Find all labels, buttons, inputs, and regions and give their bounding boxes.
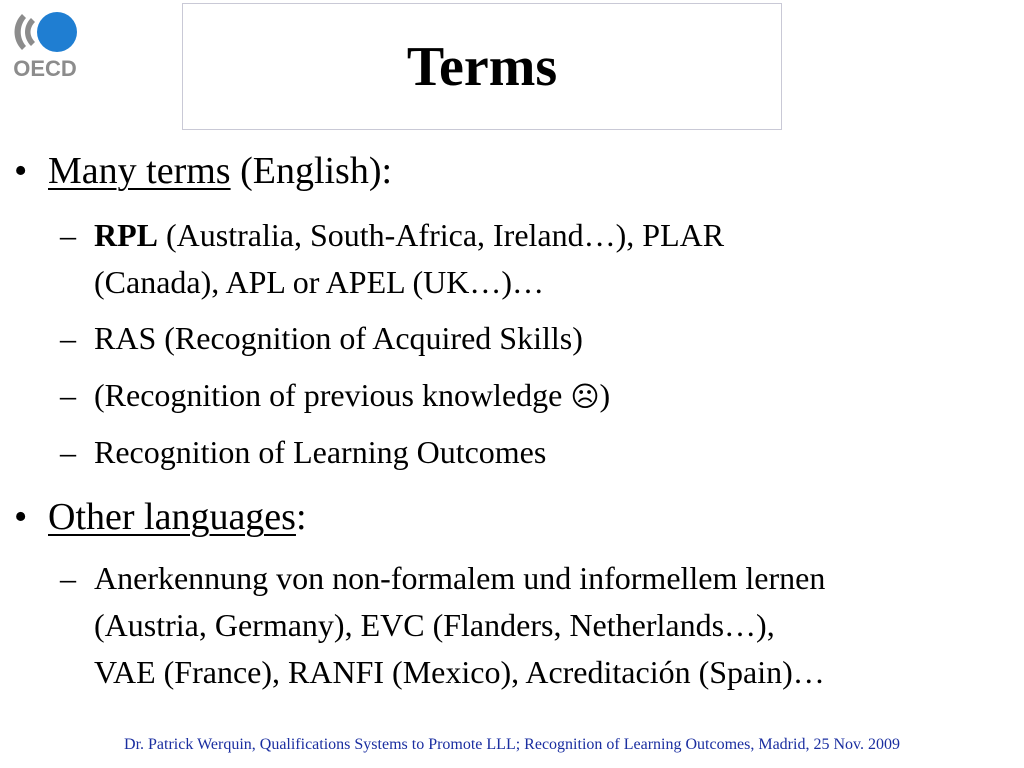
bullet-head-underlined: Many terms [48, 150, 231, 192]
bullet-mark: • [14, 150, 28, 192]
sub-item-text: (Australia, South-Africa, Ireland…), PLAR [158, 217, 725, 253]
rpl-bold: RPL [94, 217, 158, 253]
sub-item-rpl [60, 212, 724, 306]
dash-mark: – [60, 560, 76, 596]
bullet-head-rest: (English): [230, 150, 393, 192]
bullet-head-underlined: Other languages [48, 496, 296, 538]
dash-mark: – [60, 434, 76, 470]
dash-mark: – [60, 320, 76, 356]
oecd-logo-icon [10, 10, 80, 80]
bullet-mark: • [14, 496, 28, 538]
bullet-other-languages [14, 494, 307, 540]
sub-item-learning-outcomes [60, 429, 546, 476]
sub-item-line [94, 372, 610, 420]
sub-item-ras [60, 315, 583, 362]
sub-item-line-2: (Austria, Germany), EVC (Flanders, Netherlands…), [94, 607, 775, 643]
sub-item-line [94, 212, 724, 259]
sub-item-other-languages [60, 555, 825, 696]
sub-item-text: Recognition of Learning Outcomes [94, 434, 547, 470]
footer-citation: Dr. Patrick Werquin, Qualifications Systems to Promote LLL; Recognition of Learning Outcomes, Madrid, 25 Nov. 2009 [124, 736, 900, 753]
slide-title: Terms [406, 35, 558, 98]
sub-item-line-3: VAE (France), RANFI (Mexico), Acreditación (Spain)… [94, 654, 825, 690]
oecd-logo [10, 10, 80, 80]
title-box [182, 3, 782, 130]
sub-item-previous-knowledge [60, 372, 610, 420]
dash-mark: – [60, 377, 76, 413]
dash-mark: – [60, 217, 76, 253]
sub-item-text: (Recognition of previous knowledge [94, 377, 571, 413]
frown-icon: ☹ [570, 380, 600, 413]
bullet-many-terms [14, 148, 392, 194]
bullet-head-rest: : [295, 496, 307, 538]
logo-text: OECD [13, 56, 77, 80]
sub-item-text-after: ) [599, 377, 611, 413]
sub-item-line-2: (Canada), APL or APEL (UK…)… [94, 264, 544, 300]
sub-item-text: RAS (Recognition of Acquired Skills) [94, 320, 583, 356]
sub-item-line-1: Anerkennung von non-formalem und informellem lernen [94, 560, 826, 596]
